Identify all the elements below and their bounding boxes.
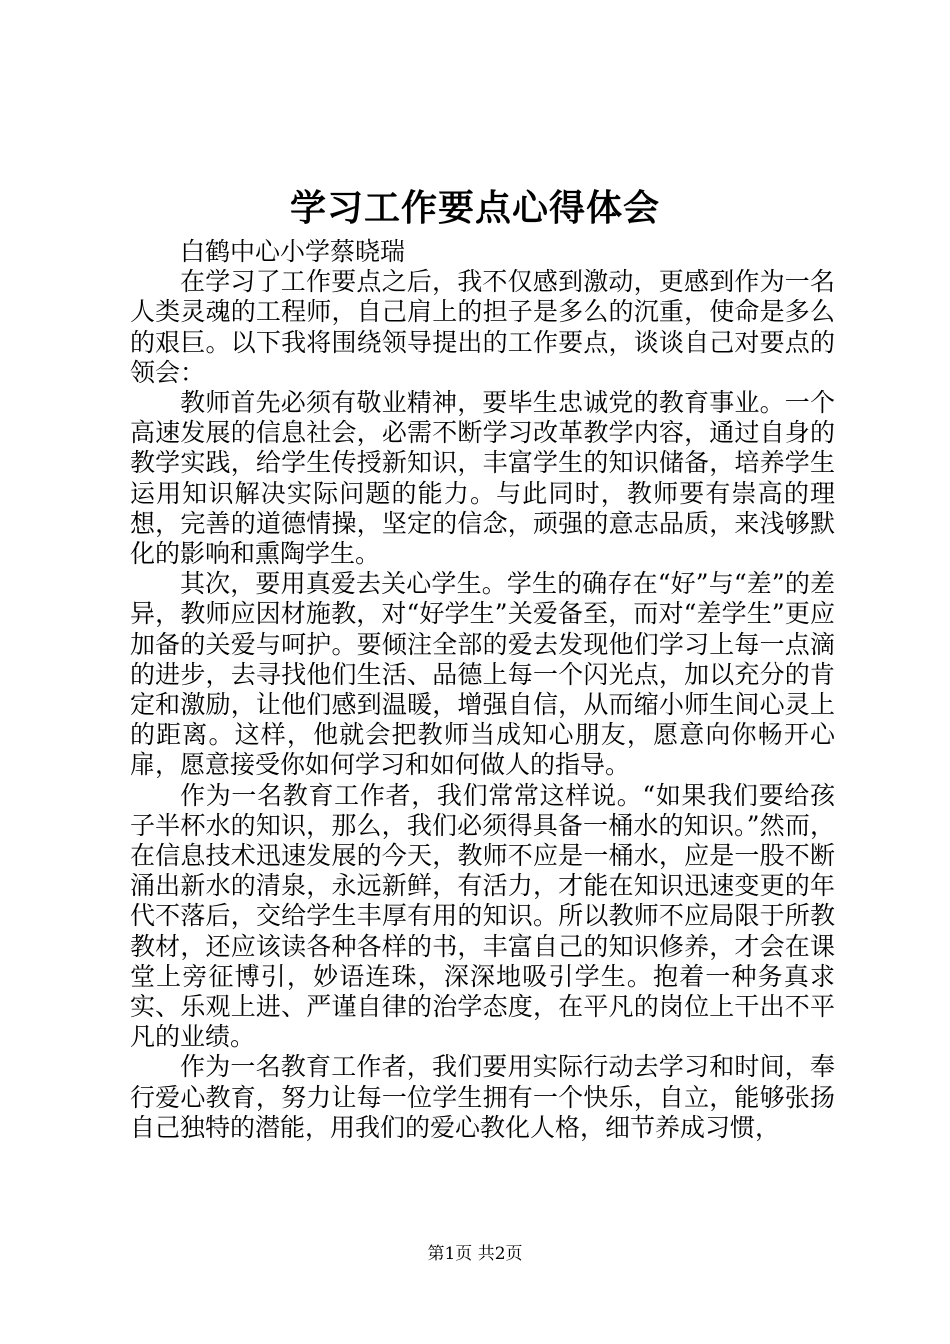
page-footer: 第1页 共2页 <box>427 1244 523 1264</box>
document-title: 学习工作要点心得体会 <box>289 187 660 229</box>
document-body <box>130 237 835 1143</box>
paragraph: 作为一名教育工作者，我们要用实际行动去学习和时间，奉行爱心教育，努力让每一位学生拥有一个快乐，自立，能够张扬自己独特的潜能，用我们的爱心教化人格，细节养成习惯， <box>130 1052 835 1142</box>
paragraph: 教师首先必须有敬业精神，要毕生忠诚党的教育事业。一个高速发展的信息社会，必需不断学习改革教学内容，通过自身的教学实践，给学生传授新知识，丰富学生的知识储备，培养学生运用知识解决实际问题的能力。与此同时，教师要有崇高的理想，完善的道德情操，坚定的信念，顽强的意志品质，来浅够默化的影响和熏陶学生。 <box>130 388 835 569</box>
paragraph: 其次，要用真爱去关心学生。学生的确存在“好”与“差”的差异，教师应因材施教，对“好学生”关爱备至，而对“差学生”更应加备的关爱与呵护。要倾注全部的爱去发现他们学习上每一点滴的进步，去寻找他们生活、品德上每一个闪光点，加以充分的肯定和激励，让他们感到温暖，增强自信，从而缩小师生间心灵上的距离。这样，他就会把教师当成知心朋友，愿意向你畅开心扉，愿意接受你如何学习和如何做人的指导。 <box>130 569 835 780</box>
paragraph: 在学习了工作要点之后，我不仅感到激动，更感到作为一名人类灵魂的工程师，自己肩上的担子是多么的沉重，使命是多么的艰巨。以下我将围绕领导提出的工作要点，谈谈自己对要点的领会： <box>130 267 835 387</box>
paragraph: 作为一名教育工作者，我们常常这样说。“如果我们要给孩子半杯水的知识，那么，我们必须得具备一桶水的知识。”然而，在信息技术迅速发展的今天，教师不应是一桶水，应是一股不断涌出新水的清泉，永远新鲜，有活力，才能在知识迅速变更的年代不落后，交给学生丰厚有用的知识。所以教师不应局限于所教教材，还应该读各种各样的书，丰富自己的知识修养，才会在课堂上旁征博引，妙语连珠，深深地吸引学生。抱着一种务真求实、乐观上进、严谨自律的治学态度，在平凡的岗位上干出不平凡的业绩。 <box>130 780 835 1052</box>
author-line: 白鹤中心小学蔡晓瑞 <box>180 237 406 266</box>
